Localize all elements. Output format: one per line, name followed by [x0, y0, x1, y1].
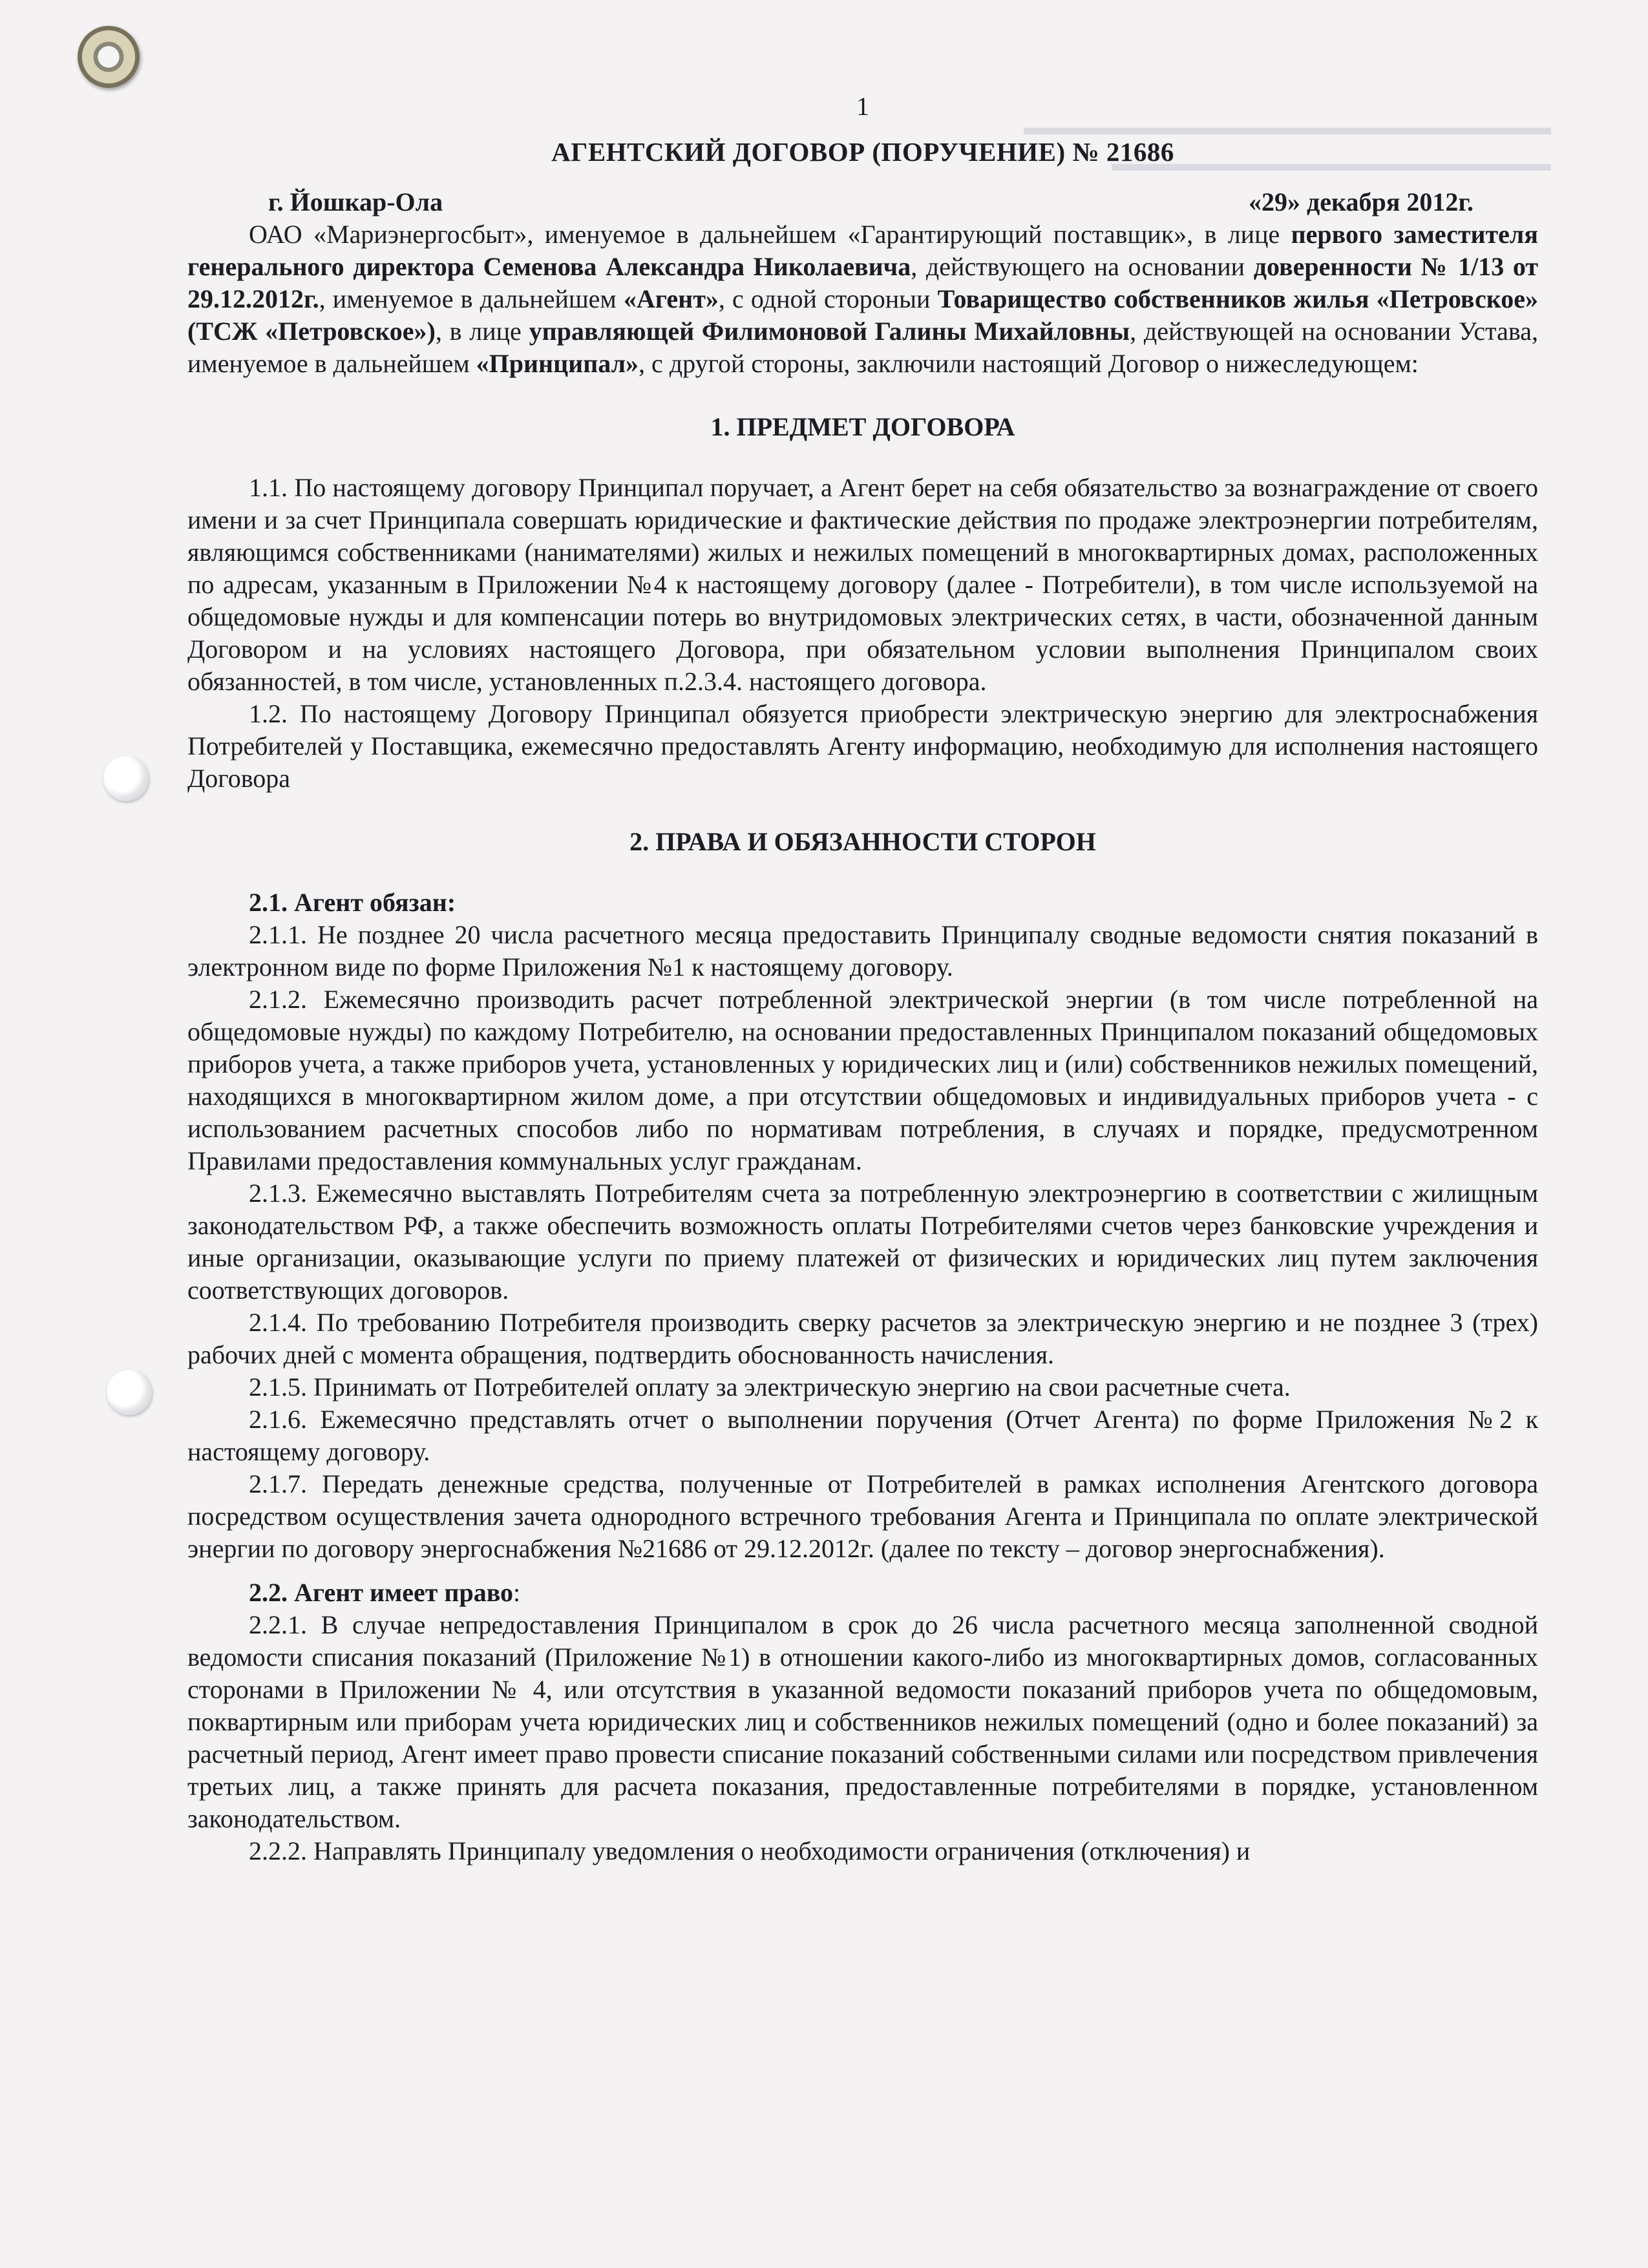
punch-hole-lower: [107, 1370, 152, 1415]
punch-hole-upper: [103, 756, 149, 801]
clause-2-1-6: 2.1.6. Ежемесячно представлять отчет о выполнении поручения (Отчет Агента) по форме Приложения №2 к настоящему договору.: [187, 1405, 1538, 1466]
subsection-2-1-heading: 2.1. Агент обязан:: [249, 888, 456, 917]
contract-date: «29» декабря 2012г.: [1249, 187, 1474, 216]
section-1-heading: 1. ПРЕДМЕТ ДОГОВОРА: [710, 412, 1015, 441]
clause-2-1-3: 2.1.3. Ежемесячно выставлять Потребителям счета за потребленную электроэнергию в соответствии с жилищным законодательством РФ, а также обеспечить возможность оплаты Потребителями счетов через банковские учреждения и иные организации, оказывающие услуги по приему платежей от физических и юридических лиц путем заключения соответствующих договоров.: [187, 1179, 1538, 1305]
clause-2-1-2: 2.1.2. Ежемесячно производить расчет потребленной электрической энергии (в том числе потребленной на общедомовые нужды) по каждому Потребителю, на основании предоставленных Принципалом показаний общедомовых приборов учета, а также приборов учета, установленных у юридических лиц и (или) собственников нежилых помещений, находящихся в многоквартирном жилом доме, а при отсутствии общедомовых и индивидуальных приборов учета - с использованием расчетных способов либо по нормативам потребления, в случаях и порядке, предусмотренном Правилами предоставления коммунальных услуг гражданам.: [187, 985, 1538, 1175]
binder-grommet: [78, 26, 140, 88]
clause-2-1-5: 2.1.5. Принимать от Потребителей оплату за электрическую энергию на свои расчетные счета.: [249, 1372, 1291, 1402]
subsection-2-2-heading: 2.2. Агент имеет право:: [249, 1578, 521, 1607]
clause-1-2: 1.2. По настоящему Договору Принципал обязуется приобрести электрическую энергию для электроснабжения Потребителей у Поставщика, ежемесячно предоставлять Агенту информацию, необходимую для исполнения настоящего Договора: [187, 699, 1538, 793]
clause-2-2-2: 2.2.2. Направлять Принципалу уведомления о необходимости ограничения (отключения) и: [249, 1836, 1251, 1865]
clause-2-2-1: 2.2.1. В случае непредоставления Принципалом в срок до 26 числа расчетного месяца заполненной сводной ведомости списания показаний (Приложение №1) в отношении какого-либо из многоквартирных домов, согласованных сторонами в Приложении № 4, или отсутствия в указанной ведомости показаний приборов учета по общедомовым, поквартирным или приборам учета юридических лиц и собственников нежилых помещений (одно и более показаний) за расчетный период, Агент имеет право провести списание показаний собственными силами или посредством привлечения третьих лиц, а также принять для расчета показания, предоставленные потребителями в порядке, установленном законодательством.: [187, 1610, 1538, 1833]
clause-2-1-4: 2.1.4. По требованию Потребителя производить сверку расчетов за электрическую энергию и не позднее 3 (трех) рабочих дней с момента обращения, подтвердить обоснованность начисления.: [187, 1308, 1538, 1369]
city: г. Йошкар-Ола: [268, 187, 443, 216]
clause-2-1-7: 2.1.7. Передать денежные средства, полученные от Потребителей в рамках исполнения Агентского договора посредством осуществления зачета однородного встречного требования Агента и Принципала по оплате электрической энергии по договору энергоснабжения №21686 от 29.12.2012г. (далее по тексту – договор энергоснабжения).: [187, 1469, 1538, 1563]
bleed-through-texture: ▬▬▬▬▬▬▬▬▬▬▬▬▬▬▬▬▬▬▬▬▬▬▬▬ ▬▬▬▬▬▬▬▬▬▬▬▬▬▬▬▬▬▬▬▬: [1024, 116, 1551, 176]
clause-2-1-1: 2.1.1. Не позднее 20 числа расчетного месяца предоставить Принципалу сводные ведомости снятия показаний в электронном виде по форме Приложения №1 к настоящему договору.: [187, 920, 1538, 982]
contract-page: [187, 90, 1538, 1867]
page-number: 1: [856, 92, 869, 121]
section-2-heading: 2. ПРАВА И ОБЯЗАННОСТИ СТОРОН: [629, 827, 1096, 856]
preamble: ОАО «Мариэнергосбыт», именуемое в дальнейшем «Гарантирующий поставщик», в лице первого заместителя генерального директора Семенова Александра Николаевича, действующего на основании доверенности № 1/13 от 29.12.2012г., именуемое в дальнейшем «Агент», с одной стороныи Товарищество собственников жилья «Петровское» (ТСЖ «Петровское»), в лице управляющей Филимоновой Галины Михайловны, действующей на основании Устава, именуемое в дальнейшем «Принципал», с другой стороны, заключили настоящий Договор о нижеследующем:: [187, 220, 1539, 378]
city-date-line: [187, 186, 1538, 218]
clause-1-1: 1.1. По настоящему договору Принципал поручает, а Агент берет на себя обязательство за вознаграждение от своего имени и за счет Принципала совершать юридические и фактические действия по продаже электроэнергии потребителям, являющимся собственниками (нанимателями) жилых и нежилых помещений в многоквартирных домах, расположенных по адресам, указанным в Приложении №4 к настоящему договору (далее - Потребители), в том числе используемой на общедомовые нужды и для компенсации потерь во внутридомовых электрических сетях, в части, обозначенной данным Договором и на условиях настоящего Договора, при обязательном условии выполнения Принципалом своих обязанностей, в том числе, установленных п.2.3.4. настоящего договора.: [187, 473, 1538, 696]
contract-title: АГЕНТСКИЙ ДОГОВОР (ПОРУЧЕНИЕ) № 21686: [551, 137, 1174, 167]
